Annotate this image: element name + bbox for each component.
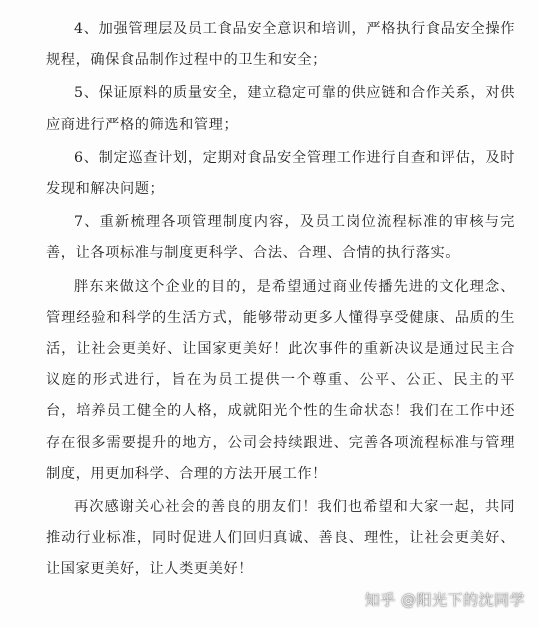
paragraph-item-7: 7、重新梳理各项管理制度内容，及员工岗位流程标准的审核与完善，让各项标准与制度更科学、合法、合理、合情的执行落实。 [46,214,515,262]
paragraph-company-purpose: 胖东来做这个企业的目的，是希望通过商业传播先进的文化理念、管理经验和科学的生活方式，能够带动更多人懂得享受健康、品质的生活，让社会更美好、让国家更美好！此次事件的重新决议是通过民主合议庭的形式进行，旨在为员工提供一个尊重、公平、公正、民主的平台，培养员工健全的人格，成就阳光个性的生命状态！我们在工作中还存在很多需要提升的地方，公司会持续跟进、完善各项流程标准与管理制度，用更加科学、合理的方法开展工作！ [46,278,515,482]
paragraph-item-5: 5、保证原料的质量安全，建立稳定可靠的供应链和合作关系，对供应商进行严格的筛选和管理； [46,85,515,133]
paragraph-item-4: 4、加强管理层及员工食品安全意识和培训，严格执行食品安全操作规程，确保食品制作过程中的卫生和安全； [46,21,515,69]
paragraph-item-6: 6、制定巡查计划，定期对食品安全管理工作进行自查和评估，及时发现和解决问题； [46,149,515,198]
paragraph-thanks: 再次感谢关心社会的善良的朋友们！我们也希望和大家一起，共同推动行业标准，同时促进人们回归真诚、善良、理性，让社会更美好、让国家更美好，让人类更美好！ [46,499,515,578]
watermark-text: 知乎 @阳光下的沈同学 [364,591,525,609]
